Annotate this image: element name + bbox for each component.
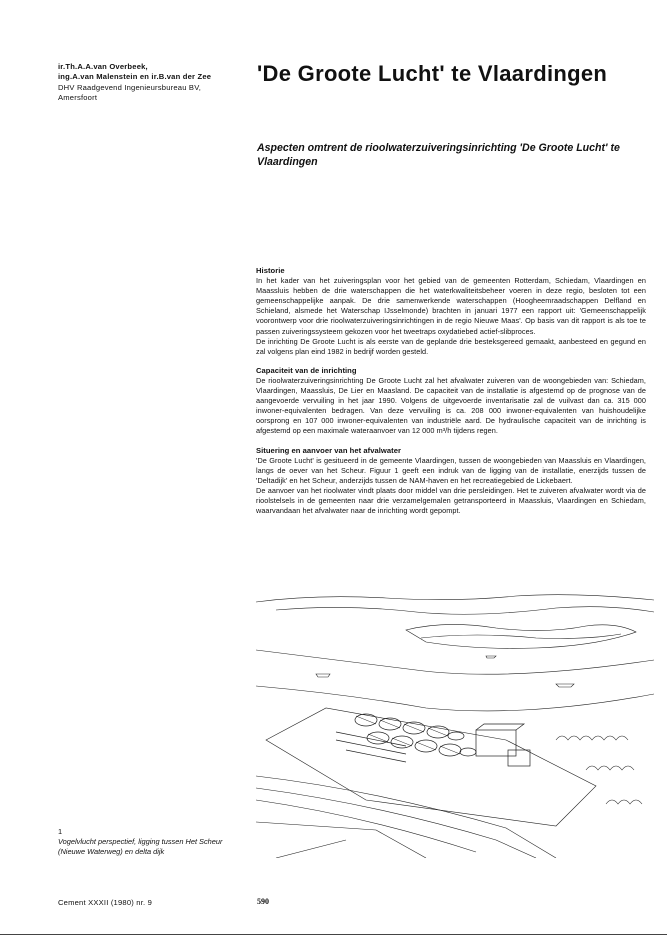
figure-illustration [256, 590, 654, 858]
journal-reference: Cement XXXII (1980) nr. 9 [58, 898, 153, 907]
aerial-perspective-drawing [256, 590, 654, 858]
article-title: 'De Groote Lucht' te Vlaardingen [257, 61, 608, 86]
figure-caption-text: Vogelvlucht perspectief, ligging tussen Het Scheur (Nieuwe Waterweg) en delta dijk [58, 837, 223, 856]
author-block [58, 62, 238, 104]
section-heading: Capaciteit van de inrichting [256, 365, 357, 375]
article-subtitle: Aspecten omtrent de rioolwaterzuiveringsinrichting 'De Groote Lucht' te Vlaardingen [257, 142, 620, 168]
section-heading: Situering en aanvoer van het afvalwater [256, 445, 402, 455]
section-situering [256, 446, 646, 517]
author-line-2: ing.A.van Malenstein en ir.B.van der Zee [58, 72, 212, 82]
page-number: 590 [257, 897, 269, 906]
section-historie [256, 266, 646, 357]
figure-number: 1 [58, 827, 63, 836]
section-heading: Historie [256, 266, 285, 275]
bottom-rule [0, 934, 667, 935]
paragraph: In het kader van het zuiveringsplan voor het gebied van de gemeenten Rotterdam, Schiedam, Vlaardingen en Maassluis hebben de drie waterschappen die het waterkwaliteitsbeheer voeren in deze regio, besloten tot een gemeenschappelijke aanpak. De drie samenwerkende waterschappen (Hoogheemraadschappen Delfland en Schieland, alsmede het Waterschap IJsselmonde) brachten in januari 1977 een rapport uit: 'Gemeenschappelijk voorontwerp voor drie rioolwaterzuiveringsinrichtingen in de regio Nieuwe Maas'. Op basis van dit rapport is als toe te passen zuiveringssysteem gekozen voor het tweetraps oxydatiebed actief-slibproces. [256, 276, 646, 336]
affiliation-line-2: Amersfoort [58, 93, 98, 103]
paragraph: De aanvoer van het rioolwater vindt plaats door middel van drie persleidingen. Het te zuiveren afvalwater wordt via de rioolstelsels in de gemeenten naar drie verzamelgemalen getransporteerd in Maassluis, Vlaardingen en Schiedam, waarvandaan het afvalwater naar de inrichting wordt gepompt. [256, 485, 646, 516]
paragraph: 'De Groote Lucht' is gesitueerd in de gemeente Vlaardingen, tussen de woongebieden van Maassluis en Vlaardingen, langs de oever van het Scheur. Figuur 1 geeft een indruk van de ligging van de installatie, enerzijds tussen de 'Deltadijk' en het Scheur, anderzijds tussen de NAM-haven en het recreatiegebied de Lickebaert. [256, 455, 646, 485]
figure-caption [58, 827, 248, 857]
paragraph: De rioolwaterzuiveringsinrichting De Groote Lucht zal het afvalwater zuiveren van de woongebieden van: Schiedam, Vlaardingen, Maassluis, De Lier en Maasland. De capaciteit van de installatie is afgestemd op de prognose van de aangevoerde vervuiling in het jaar 1990. Volgens de uitgevoerde inventarisatie zal de vuilvast dan ca. 315 000 inwoner-equivalenten bedragen. Van deze vervuiling is ca. 208 000 inwoner-equivalenten van huishoudelijke oorsprong en 107 000 inwoner-equivalenten van industriële aard. De hydraulische capaciteit van de inrichting is afgestemd op een maximale wateraanvoer van 12 000 m³/h tijdens regen. [256, 375, 646, 436]
section-capaciteit [256, 366, 646, 437]
article-body [256, 266, 646, 525]
author-line-1: ir.Th.A.A.van Overbeek, [58, 62, 148, 71]
affiliation-line-1: DHV Raadgevend Ingenieursbureau BV, [58, 82, 202, 92]
paragraph: De inrichting De Groote Lucht is als eerste van de geplande drie besteksgereed gemaakt, aanbesteed en gegund en zal volgens plan eind 1982 in bedrijf worden gesteld. [256, 336, 646, 356]
